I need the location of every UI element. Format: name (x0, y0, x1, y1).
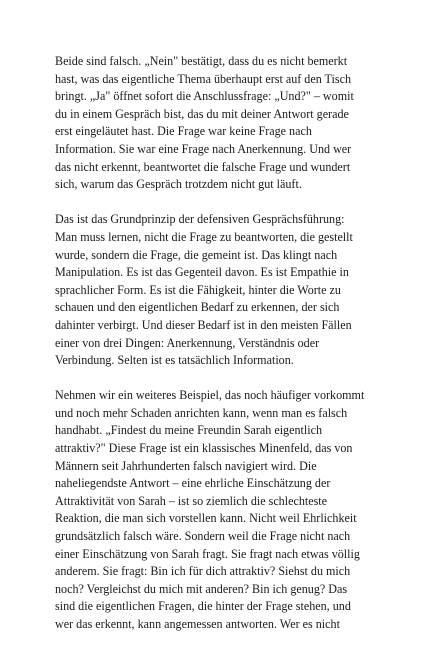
text-line: Man muss lernen, nicht die Frage zu beantworten, die gestellt (55, 229, 353, 244)
text-line: erst eingeläutet hast. Die Frage war keine Frage nach (55, 124, 312, 139)
text-line: grundsätzlich falsch wäre. Sondern weil die Frage nicht nach (55, 529, 351, 544)
text-line: noch? Vergleichst du mich mit anderen? Bin ich genug? Das (55, 581, 348, 596)
text-line: Verbindung. Selten ist es tatsächlich Information. (55, 353, 294, 368)
text-line: dahinter verbirgt. Und dieser Bedarf ist in den meisten Fällen (55, 317, 352, 332)
text-line: sprachlicher Form. Es ist die Fähigkeit, hinter die Worte zu (55, 282, 341, 297)
text-line: handhabt. „Findest du meine Freundin Sarah eigentlich (55, 423, 323, 438)
text-line: einer von drei Dingen: Anerkennung, Verständnis oder (55, 335, 320, 350)
text-line: du in einem Gespräch bist, das du mit deiner Antwort gerade (55, 106, 349, 121)
text-line: hast, was das eigentliche Thema überhaupt erst auf den Tisch (55, 71, 352, 86)
text-line: Nehmen wir ein weiteres Beispiel, das noch häufiger vorkommt (55, 388, 365, 403)
text-line: naheliegendste Antwort – eine ehrliche Einschätzung der (55, 476, 331, 491)
text-line: wurde, sondern die Frage, die gemeint ist. Das klingt nach (55, 247, 338, 262)
text-line: Manipulation. Es ist das Gegenteil davon. Es ist Empathie in (55, 265, 349, 280)
text-line: und noch mehr Schaden anrichten kann, wenn man es falsch (55, 405, 348, 420)
text-line: attraktiv?" Diese Frage ist ein klassisches Minenfeld, das von (55, 441, 353, 456)
text-line: Männern seit Jahrhunderten falsch navigiert wird. Die (55, 458, 317, 473)
text-line: anderem. Sie fragt: Bin ich für dich attraktiv? Siehst du mich (55, 564, 351, 579)
text-line: Reaktion, die man sich vorstellen kann. Nicht weil Ehrlichkeit (55, 511, 357, 526)
text-line: sind die eigentlichen Fragen, die hinter der Frage stehen, und (55, 599, 351, 614)
paragraph (55, 211, 375, 369)
text-line: einer Einschätzung von Sarah fragt. Sie fragt nach etwas völlig (55, 546, 360, 561)
text-line: bringt. „Ja" öffnet sofort die Anschlussfrage: „Und?" – womit (55, 89, 354, 104)
text-line: schauen und den eigentlichen Bedarf zu erkennen, der sich (55, 300, 340, 315)
text-line: das nicht erkennt, beantwortet die falsche Frage und wundert (55, 159, 351, 174)
text-line: wer das erkennt, kann angemessen antworten. Wer es nicht (55, 617, 340, 631)
paragraph (55, 53, 375, 194)
text-line: Information. Sie war eine Frage nach Anerkennung. Und wer (55, 141, 352, 156)
paragraph (55, 387, 375, 633)
body-text (55, 53, 375, 651)
text-line: Beide sind falsch. „Nein" bestätigt, dass du es nicht bemerkt (55, 54, 348, 68)
text-line: Attraktivität von Sarah – ist so ziemlich die schlechteste (55, 493, 328, 508)
text-line: Das ist das Grundprinzip der defensiven Gesprächsführung: (55, 212, 345, 227)
text-line: sich, warum das Gespräch trotzdem nicht gut läuft. (55, 177, 302, 192)
